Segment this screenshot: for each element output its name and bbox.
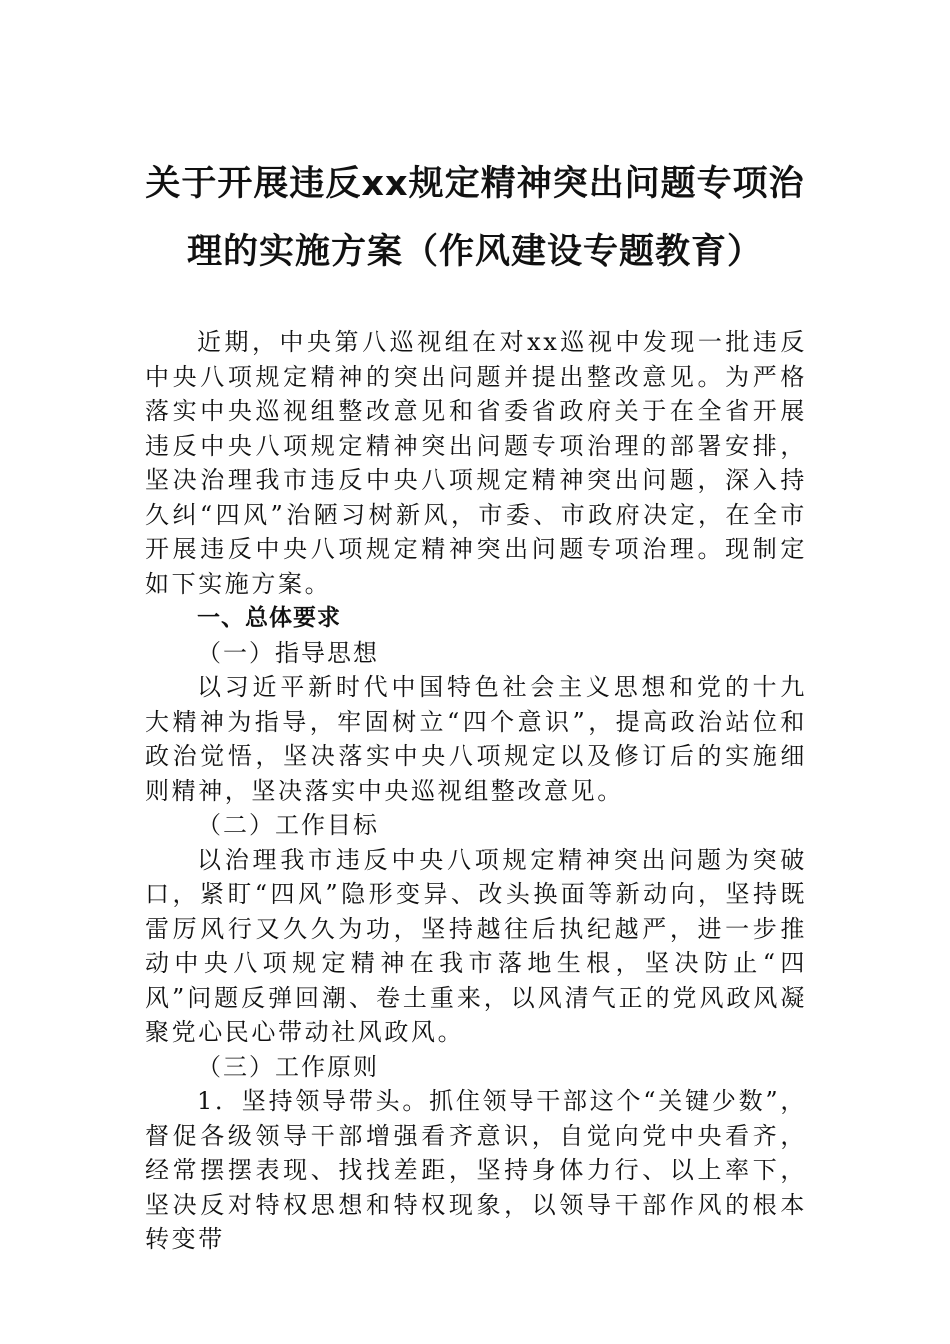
intro-paragraph: 近期，中央第八巡视组在对xx巡视中发现一批违反中央八项规定精神的突出问题并提出整改意见。为严格落实中央巡视组整改意见和省委省政府关于在全省开展违反中央八项规定精神突出问题专项治理的部署安排，坚决治理我市违反中央八项规定精神突出问题，深入持久纠“四风”治陋习树新风，市委、市政府决定，在全市开展违反中央八项规定精神突出问题专项治理。现制定如下实施方案。 xyxy=(145,328,807,598)
document-body xyxy=(145,325,807,1257)
guiding-ideology-paragraph: 以习近平新时代中国特色社会主义思想和党的十九大精神为指导，牢固树立“四个意识”，提高政治站位和政治觉悟，坚决落实中央八项规定以及修订后的实施细则精神，坚决落实中央巡视组整改意见。 xyxy=(145,673,807,805)
subsection-heading-work-goals: （二）工作目标 xyxy=(197,811,379,839)
subsection-heading-guiding-ideology: （一）指导思想 xyxy=(197,638,379,667)
title-line-2: 理的实施方案（作风建设专题教育） xyxy=(186,232,763,272)
section-heading-general-requirements: 一、总体要求 xyxy=(197,605,341,631)
document-title xyxy=(120,150,830,286)
work-goals-paragraph: 以治理我市违反中央八项规定精神突出问题为突破口，紧盯“四风”隐形变异、改头换面等新动向，坚持既雷厉风行又久久为功，坚持越往后执纪越严，进一步推动中央八项规定精神在我市落地生根，坚决防止“四风”问题反弹回潮、卷土重来，以风清气正的党风政风凝聚党心民心带动社风政风。 xyxy=(145,845,807,1046)
subsection-heading-work-principles: （三）工作原则 xyxy=(197,1052,379,1081)
principle-1-paragraph: 1．坚持领导带头。抓住领导干部这个“关键少数”，督促各级领导干部增强看齐意识，自觉向党中央看齐，经常摆摆表现、找找差距，坚持身体力行、以上率下，坚决反对特权思想和特权现象，以领导干部作风的根本转变带 xyxy=(145,1087,807,1253)
title-line-1: 关于开展违反xx规定精神突出问题专项治 xyxy=(145,164,805,204)
